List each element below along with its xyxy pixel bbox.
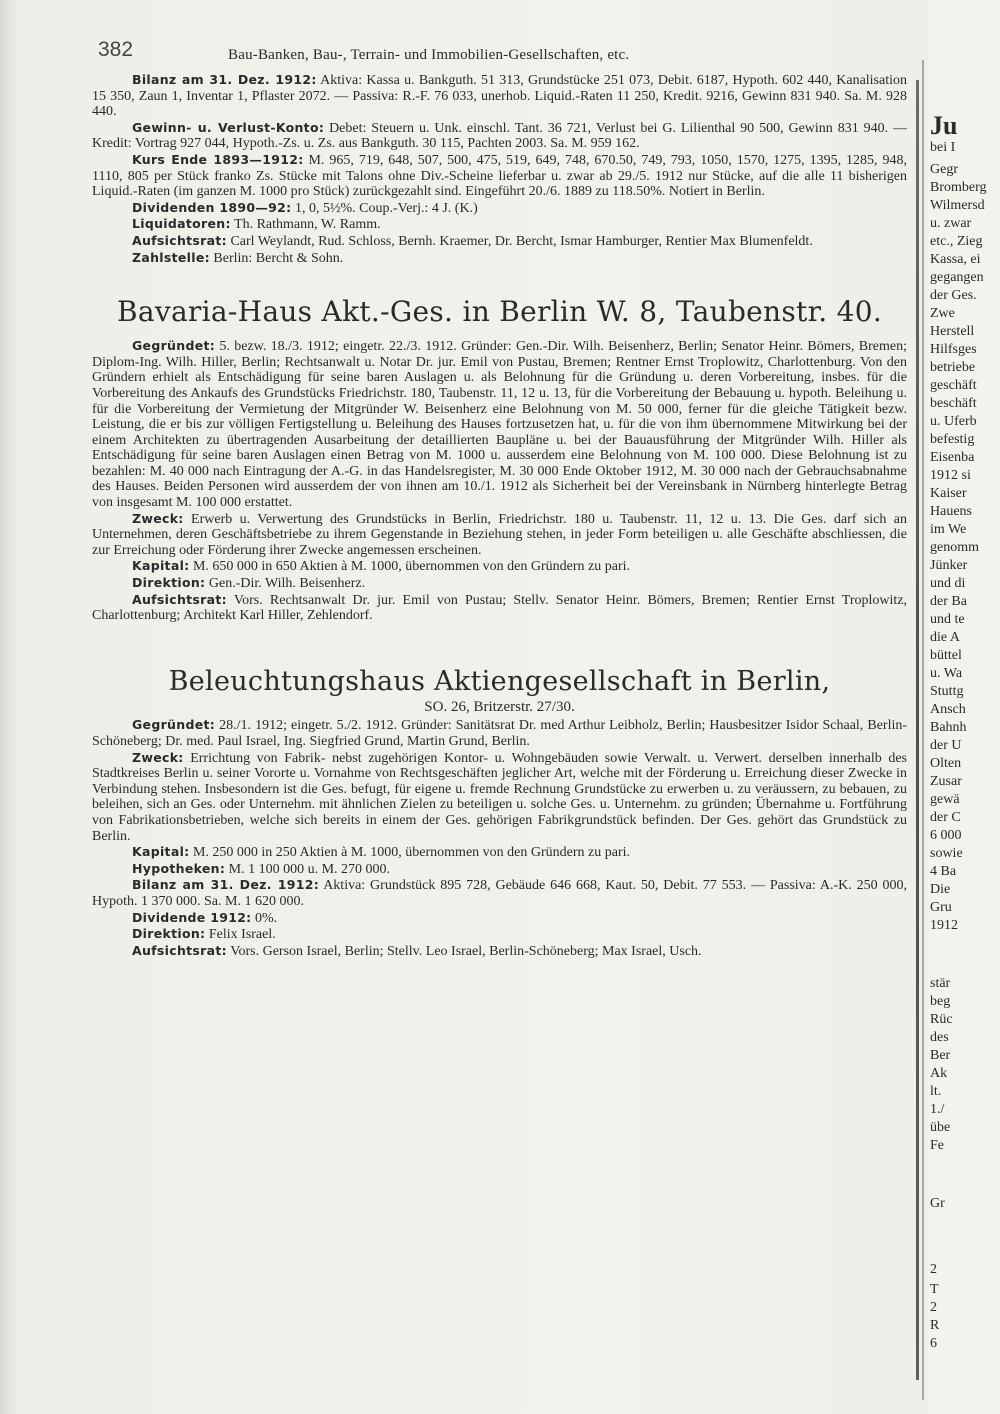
side-text-fragment: Rüc (930, 1012, 953, 1027)
entry1-gewinn (92, 120, 907, 152)
side-text-fragment: u. Uferb (930, 414, 977, 429)
entry-continuation (92, 72, 907, 266)
side-text-fragment: die A (930, 630, 960, 645)
side-text-fragment: Bahnh (930, 720, 967, 735)
entry3-aufsichtsrat (92, 943, 907, 960)
side-text-fragment: übe (930, 1120, 951, 1135)
side-text-fragment: Hauens (930, 504, 972, 519)
side-text-fragment: und te (930, 612, 965, 627)
side-text-fragment: geschäft (930, 378, 977, 393)
field-label: Dividenden 1890—92: (132, 199, 292, 215)
side-text-fragment: im We (930, 522, 967, 537)
side-text-fragment: Bromberg (930, 180, 987, 195)
side-text-fragment: 4 Ba (930, 864, 957, 879)
entry3-kapital (92, 844, 907, 861)
side-text-fragment: des (930, 1030, 949, 1045)
side-text-fragment: befestig (930, 432, 975, 447)
entry-beleuchtungshaus (92, 666, 907, 960)
field-label: Kapital: (132, 558, 190, 574)
field-label: Zweck: (132, 749, 184, 765)
side-text-fragment: u. zwar (930, 216, 972, 231)
side-text-fragment: der Ba (930, 594, 967, 609)
side-text-fragment: 6 000 (930, 828, 962, 843)
side-text-fragment: Eisenba (930, 450, 975, 465)
side-text-fragment: Wilmersd (930, 198, 985, 213)
field-label: Aufsichtsrat: (132, 942, 227, 958)
side-text-fragment: 6 (930, 1336, 937, 1351)
side-text-fragment: 1912 si (930, 468, 971, 483)
entry1-bilanz (92, 72, 907, 120)
page-edge (922, 60, 924, 1400)
side-text-fragment: Ak (930, 1066, 948, 1081)
side-text-fragment: Kassa, ei (930, 252, 981, 267)
field-label: Liquidatoren: (132, 216, 231, 232)
side-text-fragment: Die (930, 882, 951, 897)
entry2-aufsichtsrat (92, 592, 907, 624)
side-text-fragment: gewä (930, 792, 960, 807)
field-text: Felix Israel. (208, 927, 276, 943)
field-text: 28./1. 1912; eingetr. 5./2. 1912. Gründer: Sanitätsrat Dr. med Arthur Leibholz, Berlin; Hausbesitzer Isidor Schaal, Berlin-Schöneberg; Dr. med. Paul Israel, Ing. Siegfried Grund, Martin Grund, Berlin. (92, 718, 908, 749)
entry2-zweck (92, 511, 907, 559)
side-text-fragment: Zwe (930, 306, 955, 321)
field-label: Aufsichtsrat: (132, 591, 227, 607)
field-label: Direktion: (132, 575, 206, 591)
side-text-fragment: bei I (930, 140, 956, 155)
company-address: SO. 26, Britzerstr. 27/30. (424, 698, 575, 715)
field-text: Berlin: Bercht & Sohn. (213, 250, 344, 266)
page-number: 382 (98, 38, 134, 61)
field-text: Debet: Steuern u. Unk. einschl. Tant. 36 721, Verlust bei G. Lilienthal 90 500, Gewinn 831 940. — Kredit: Vortrag 927 044, Hypoth.-Zs. u. Zs. aus Bankguth. 30 115, Pachten 2003. Sa. M. 959 162. (92, 120, 908, 152)
field-text: Errichtung von Fabrik- nebst zugehörigen Kontor- u. Wohngebäuden sowie Verwalt. u. Verwert. derselben innerhalb des Stadtkreises Berlin u. seiner Vororte u. Vornahme von Rechtsgeschäften jeglicher Art, welche mit der Förderung u. Erreichung dieser Zwecke in Verbindung stehen. Insbesondern ist die Ges. befugt, für eigene u. fremde Rechnung Grundstücke zu erwerben u. zu veräussern, zu bebauen, zu beleihen, sich an Ges. oder Unternehm. mit ähnlichen Zielen zu beteiligen u. solche Ges. u. Unternehm. zu gründen; Übernahme u. Fortführung von Fabrikationsbetrieben, welche sich bereits in einem der Ges. gehörigen Fabrikgrundstück befinden. Der Ges. gehört das Grundstück zu Berlin. (92, 750, 908, 844)
side-text-fragment: Ju (930, 111, 958, 140)
column-divider (916, 80, 919, 1380)
entry-bavaria-haus (92, 296, 907, 624)
field-label: Gegründet: (132, 717, 216, 733)
entry3-hypotheken (92, 861, 907, 878)
entry1-dividenden (92, 200, 907, 217)
entry1-kurs (92, 152, 907, 200)
side-text-fragment: der U (930, 738, 962, 753)
side-text-fragment: 1./ (930, 1102, 945, 1117)
side-text-fragment: der C (930, 810, 961, 825)
field-text: 0%. (254, 910, 278, 926)
entry3-direktion (92, 926, 907, 943)
side-text-fragment: Ber (930, 1048, 951, 1063)
field-text: Carl Weylandt, Rud. Schloss, Bernh. Kraemer, Dr. Bercht, Ismar Hamburger, Rentier Max Blumenfeldt. (230, 233, 813, 249)
side-text-fragment: 1912 (930, 918, 958, 933)
side-text-fragment: stär (930, 976, 951, 991)
side-text-fragment: Gru (930, 900, 952, 915)
side-text-fragment: etc., Zieg (930, 234, 983, 249)
entry3-gegruendet (92, 717, 907, 749)
field-label: Hypotheken: (132, 860, 226, 876)
side-text-fragment: Hilfsges (930, 342, 977, 357)
field-label: Zweck: (132, 510, 184, 526)
side-text-fragment: u. Wa (930, 666, 963, 681)
entry3-dividende (92, 910, 907, 927)
field-text: Vors. Gerson Israel, Berlin; Stellv. Leo Israel, Berlin-Schöneberg; Max Israel, Usch. (230, 943, 702, 959)
side-text-fragment: und di (930, 576, 966, 591)
field-label: Kurs Ende 1893—1912: (132, 151, 304, 167)
side-text-fragment: Olten (930, 756, 962, 771)
field-text: Aktiva: Grundstück 895 728, Gebäude 646 668, Kaut. 50, Debit. 77 553. — Passiva: A.-K. 250 000, Hypoth. 1 370 000. Sa. M. 1 620 000. (92, 878, 908, 909)
field-label: Direktion: (132, 926, 206, 942)
field-label: Gegründet: (132, 338, 216, 354)
field-text: Th. Rathmann, W. Ramm. (234, 217, 381, 233)
entry2-direktion (92, 575, 907, 592)
side-text-fragment: beg (930, 994, 951, 1009)
side-text-fragment: beschäft (930, 396, 977, 411)
side-text-fragment: Gegr (930, 162, 958, 177)
side-text-fragment: Zusar (930, 774, 962, 789)
field-label: Aufsichtsrat: (132, 232, 227, 248)
entry3-zweck (92, 750, 907, 845)
field-text: Aktiva: Kassa u. Bankguth. 51 313, Grundstücke 251 073, Debit. 6187, Hypoth. 602 440, Kanalisation 15 350, Zaun 1, Inventar 1, Pflaster 2072. — Passiva: R.-F. 76 033, unerhob. Liquid.-Raten 11 250, Kredit. 9216, Gewinn 831 940. Sa. M. 928 440. (92, 73, 907, 120)
field-text: Gen.-Dir. Wilh. Beisenherz. (208, 576, 366, 592)
entry2-kapital (92, 558, 907, 575)
side-text-fragment: büttel (930, 648, 962, 663)
field-text: 1, 0, 5½%. Coup.-Verj.: 4 J. (K.) (294, 200, 478, 216)
entry2-gegruendet (92, 338, 907, 511)
running-title: Bau-Banken, Bau-, Terrain- und Immobilien-Gesellschaften, etc. (228, 47, 630, 63)
running-head (92, 38, 907, 72)
field-text: 5. bezw. 18./3. 1912; eingetr. 22./3. 1912. Gründer: Gen.-Dir. Wilh. Beisenherz, Berlin; Senator Heinr. Bömers, Bremen; Diplom-Ing. Wilh. Hiller, Berlin; Rechtsanwalt u. Notar Dr. jur. Emil von Pustau, Bremen; Rentner Ernst Troplowitz, Charlottenburg. Von den Gründern erhielt als Entschädigung für seine baren Auslagen u. als Belohnung für die Gründung u. deren Vorbereitung, insbes. für die Vorbereitung des Ankaufs des Grundstücks Friedrichstr. 180, Taubenstr. 11, 12 u. 13, für die Vorbereitung der Bebauung u. hypoth. Beleihung u. für die Vorbereitung der Vermietung der Mitgründer W. Beisenherz eine Belohnung von M. 50 000, ferner für die gleiche Tätigkeit bezw. Leistung, die er bis zur völligen Fertigstellung u. Beleihung des Hauses fortzusetzen hat, u. für die von ihm übernommene Mitwirkung bei der einem Architekten zu übertragenden Ausarbeitung der detaillierten Baupläne u. bei der Bauausführung der Mitgründer Wilh. Hiller als Entschädigung für seine baren Auslagen einen Betrag von M. 1000 u. ausserdem eine Belohnung von M. 100 000. Diese Belohnung ist zu bezahlen: M. 40 000 nach Eintragung der A.-G. in das Handelsregister, M. 30 000 Ende Oktober 1912, M. 30 000 nach der Gebrauchsabnahme des Hauses. Beiden Personen wird ausserdem der von ihnen am 10./1. 1912 als Sicherheit bei der Vereinsbank in Nürnberg hinterlegte Betrag von insgesamt M. 100 000 erstattet. (92, 339, 907, 511)
entry3-bilanz (92, 877, 907, 909)
side-text-fragment: Ansch (930, 702, 966, 717)
entry1-aufsichtsrat (92, 233, 907, 250)
field-label: Zahlstelle: (132, 249, 210, 265)
side-text-fragment: 2 (930, 1262, 937, 1277)
field-text: M. 250 000 in 250 Aktien à M. 1000, übernommen von den Gründern zu pari. (192, 845, 630, 861)
side-text-fragment: sowie (930, 846, 963, 861)
side-text-fragment: T (930, 1282, 939, 1297)
adjacent-page-edge (928, 0, 1000, 1414)
side-text-fragment: der Ges. (930, 288, 977, 303)
field-label: Bilanz am 31. Dez. 1912: (132, 877, 320, 893)
side-text-fragment: Stuttg (930, 684, 964, 699)
company-title: Bavaria-Haus Akt.-Ges. in Berlin W. 8, Taubenstr. 40. (116, 295, 883, 329)
field-text: M. 965, 719, 648, 507, 500, 475, 519, 649, 748, 670.50, 749, 793, 1050, 1570, 1275, 1395, 1285, 948, 1110, 805 per Stück franko Zs. Stücke mit Talons ohne Div.-Scheine lieferbar u. zwar ab 29./5. 1912 nur Stücke, auf die alle 11 bisherigen Liquid.-Raten (im ganzen M. 1000 pro Stück) zurückgezahlt sind. Eingeführt 20./6. 1889 zu 118.50%. Notiert in Berlin. (92, 152, 907, 200)
side-text-fragment: gegangen (930, 270, 984, 285)
company-title: Beleuchtungshaus Aktiengesellschaft in Berlin, (168, 665, 831, 697)
field-text: Vors. Rechtsanwalt Dr. jur. Emil von Pustau; Stellv. Senator Heinr. Bömers, Bremen; Rentier Ernst Troplowitz, Charlottenburg; Architekt Karl Hiller, Zehlendorf. (92, 592, 907, 624)
side-text-fragment: genomm (930, 540, 979, 555)
field-text: M. 650 000 in 650 Aktien à M. 1000, übernommen von den Gründern zu pari. (192, 559, 630, 575)
side-text-fragment: lt. (930, 1084, 942, 1099)
side-text-fragment: Fe (930, 1138, 944, 1153)
field-label: Gewinn- u. Verlust-Konto: (132, 119, 325, 135)
side-text-fragment: Gr (930, 1196, 945, 1211)
field-label: Bilanz am 31. Dez. 1912: (132, 72, 317, 87)
side-text-fragment: Jünker (930, 558, 968, 573)
side-text-fragment: betriebe (930, 360, 976, 375)
field-text: Erwerb u. Verwertung des Grundstücks in Berlin, Friedrichstr. 180 u. Taubenstr. 11, 12 u. 13. Die Ges. darf sich an Unternehmen, deren Geschäftsbetriebe zu ihrem Gegenstande in Beziehung stehen, in jeder Form beteiligen u. alle Geschäfte abschliessen, die zur Erreichung oder Förderung ihrer Zwecke angemessen erscheinen. (92, 511, 907, 558)
entry1-liquidatoren (92, 216, 907, 233)
side-text-fragment: 2 (930, 1300, 937, 1315)
side-text-fragment: Herstell (930, 324, 975, 339)
field-text: M. 1 100 000 u. M. 270 000. (228, 861, 391, 877)
field-label: Dividende 1912: (132, 909, 252, 925)
entry1-zahlstelle (92, 250, 907, 267)
main-column (92, 38, 907, 959)
field-label: Kapital: (132, 844, 190, 860)
side-text-fragment: Kaiser (930, 486, 967, 501)
side-text-fragment: R (930, 1318, 940, 1333)
